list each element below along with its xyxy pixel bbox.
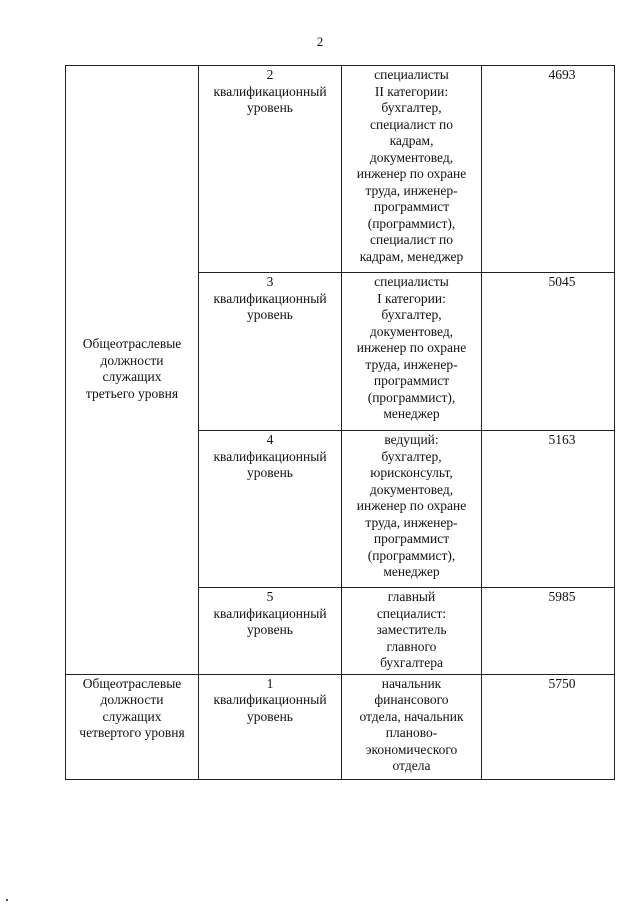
level-number: 5 bbox=[266, 589, 274, 604]
scan-speck bbox=[6, 899, 8, 901]
salary-value: 5163 bbox=[548, 432, 576, 447]
page-number: 2 bbox=[316, 34, 324, 49]
level-label: квалификационный уровень bbox=[213, 83, 327, 115]
level-number: 4 bbox=[266, 432, 274, 447]
level-cell bbox=[199, 431, 342, 588]
group-name: Общеотраслевые должности служащих третьего уровня bbox=[82, 336, 182, 401]
positions-cell bbox=[342, 674, 482, 779]
level-cell bbox=[199, 674, 342, 779]
salary-cell bbox=[482, 431, 615, 588]
level-label: квалификационный уровень bbox=[213, 448, 327, 480]
salary-cell bbox=[482, 273, 615, 431]
salary-cell bbox=[482, 588, 615, 675]
salary-cell bbox=[482, 674, 615, 779]
group-name: Общеотраслевые должности служащих четвертого уровня bbox=[79, 675, 185, 740]
salary-cell bbox=[482, 66, 615, 273]
positions-cell bbox=[342, 66, 482, 273]
positions-text: главный специалист: заместитель главного бухгалтера bbox=[376, 589, 447, 670]
salary-value: 5750 bbox=[548, 675, 576, 691]
positions-text: специалисты I категории: бухгалтер, документовед, инженер по охране труда, инженер- программист (программист), менеджер bbox=[356, 274, 467, 421]
positions-cell bbox=[342, 588, 482, 675]
level-cell bbox=[199, 273, 342, 431]
table-row bbox=[66, 674, 615, 779]
salary-value: 5045 bbox=[548, 274, 576, 289]
level-number: 2 bbox=[266, 67, 274, 82]
positions-cell bbox=[342, 431, 482, 588]
level-cell bbox=[199, 66, 342, 273]
positions-text: специалисты II категории: бухгалтер, специалист по кадрам, документовед, инженер по охране труда, инженер- программист (программист), специалист по кадрам, менеджер bbox=[356, 67, 467, 264]
table-row bbox=[66, 66, 615, 273]
level-label: квалификационный уровень bbox=[213, 692, 327, 724]
level-cell bbox=[199, 588, 342, 675]
level-number: 3 bbox=[266, 274, 274, 289]
group-cell bbox=[66, 66, 199, 675]
positions-text: начальник финансового отдела, начальник планово- экономического отдела bbox=[359, 675, 464, 773]
salary-value: 5985 bbox=[548, 589, 576, 604]
positions-text: ведущий: бухгалтер, юрисконсульт, документовед, инженер по охране труда, инженер- программист (программист), менеджер bbox=[356, 432, 467, 579]
salary-table bbox=[65, 65, 615, 780]
level-label: квалификационный уровень bbox=[213, 290, 327, 322]
group-cell bbox=[66, 674, 199, 779]
level-number: 1 bbox=[266, 675, 274, 691]
level-label: квалификационный уровень bbox=[213, 605, 327, 637]
positions-cell bbox=[342, 273, 482, 431]
salary-value: 4693 bbox=[548, 67, 576, 82]
